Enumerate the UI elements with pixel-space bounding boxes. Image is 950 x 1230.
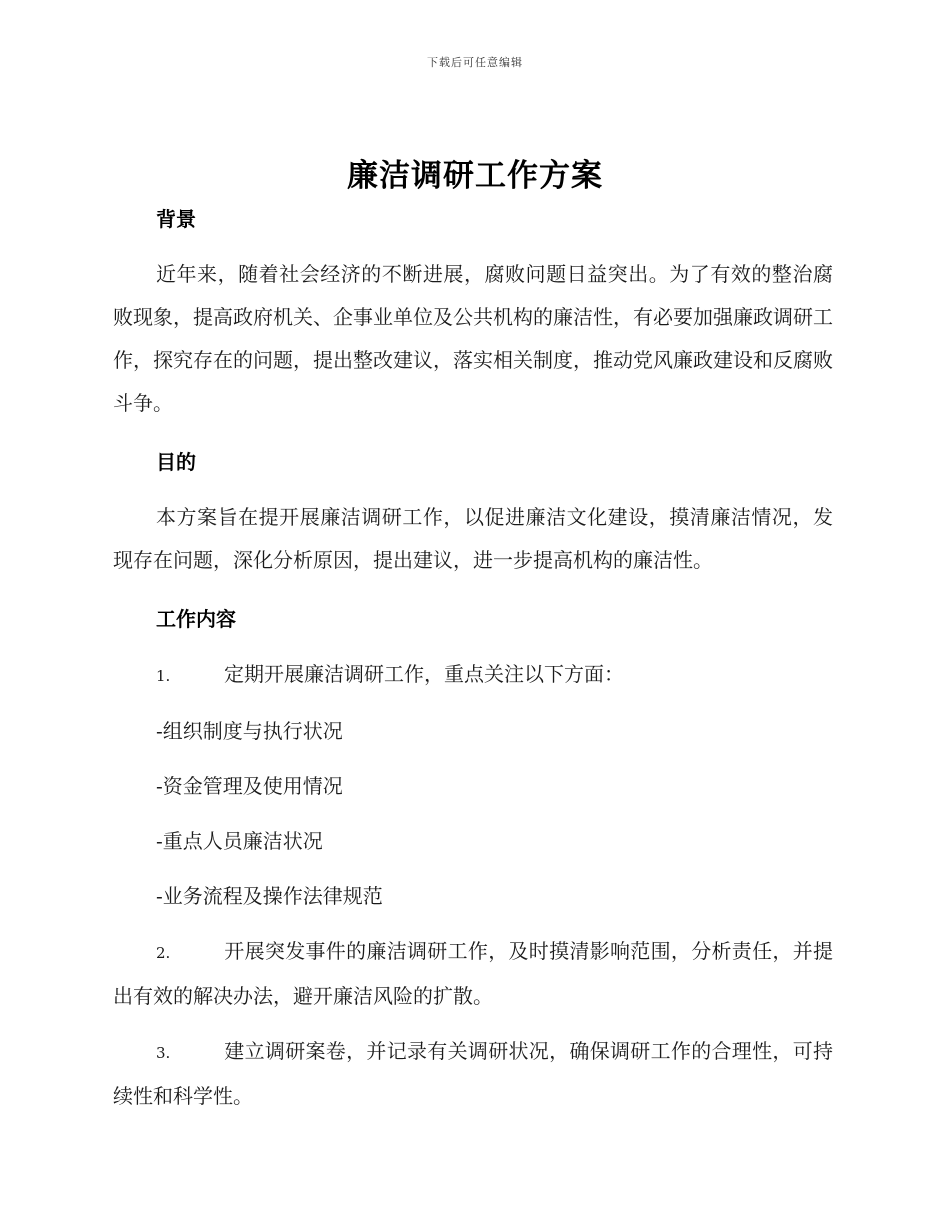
section-heading-purpose: 目的 <box>156 450 196 474</box>
item-text: 开展突发事件的廉洁调研工作，及时摸清影响范围，分析责任，并提出有效的解决办法，避开廉洁风险的扩散。 <box>113 939 833 1008</box>
bullet-item: -组织制度与执行状况 <box>156 719 343 743</box>
document-title: 廉洁调研工作方案 <box>347 158 603 194</box>
document-body <box>113 198 833 1118</box>
background-paragraph: 近年来，随着社会经济的不断进展，腐败问题日益突出。为了有效的整治腐败现象，提高政府机关、企事业单位及公共机构的廉洁性，有必要加强廉政调研工作，探究存在的问题，提出整改建议，落实相关制度，推动党风廉政建设和反腐败斗争。 <box>113 262 833 415</box>
item-number: 1. <box>156 667 171 685</box>
purpose-paragraph: 本方案旨在提开展廉洁调研工作，以促进廉洁文化建设，摸清廉洁情况，发现存在问题，深化分析原因，提出建议，进一步提高机构的廉洁性。 <box>113 505 833 572</box>
bullet-item: -业务流程及操作法律规范 <box>156 884 383 908</box>
bullet-item: -资金管理及使用情况 <box>156 774 343 798</box>
item-text: 定期开展廉洁调研工作，重点关注以下方面： <box>224 662 624 686</box>
work-item-2 <box>113 930 833 1018</box>
work-item-1 <box>113 653 833 698</box>
item-number: 2. <box>156 944 171 962</box>
header-note: 下载后可任意编辑 <box>427 56 523 69</box>
section-heading-background: 背景 <box>156 207 196 231</box>
item-number: 3. <box>156 1044 171 1062</box>
work-item-3 <box>113 1030 833 1118</box>
section-heading-work: 工作内容 <box>156 607 236 631</box>
bullet-item: -重点人员廉洁状况 <box>156 829 323 853</box>
item-text: 建立调研案卷，并记录有关调研状况，确保调研工作的合理性，可持续性和科学性。 <box>113 1039 833 1108</box>
